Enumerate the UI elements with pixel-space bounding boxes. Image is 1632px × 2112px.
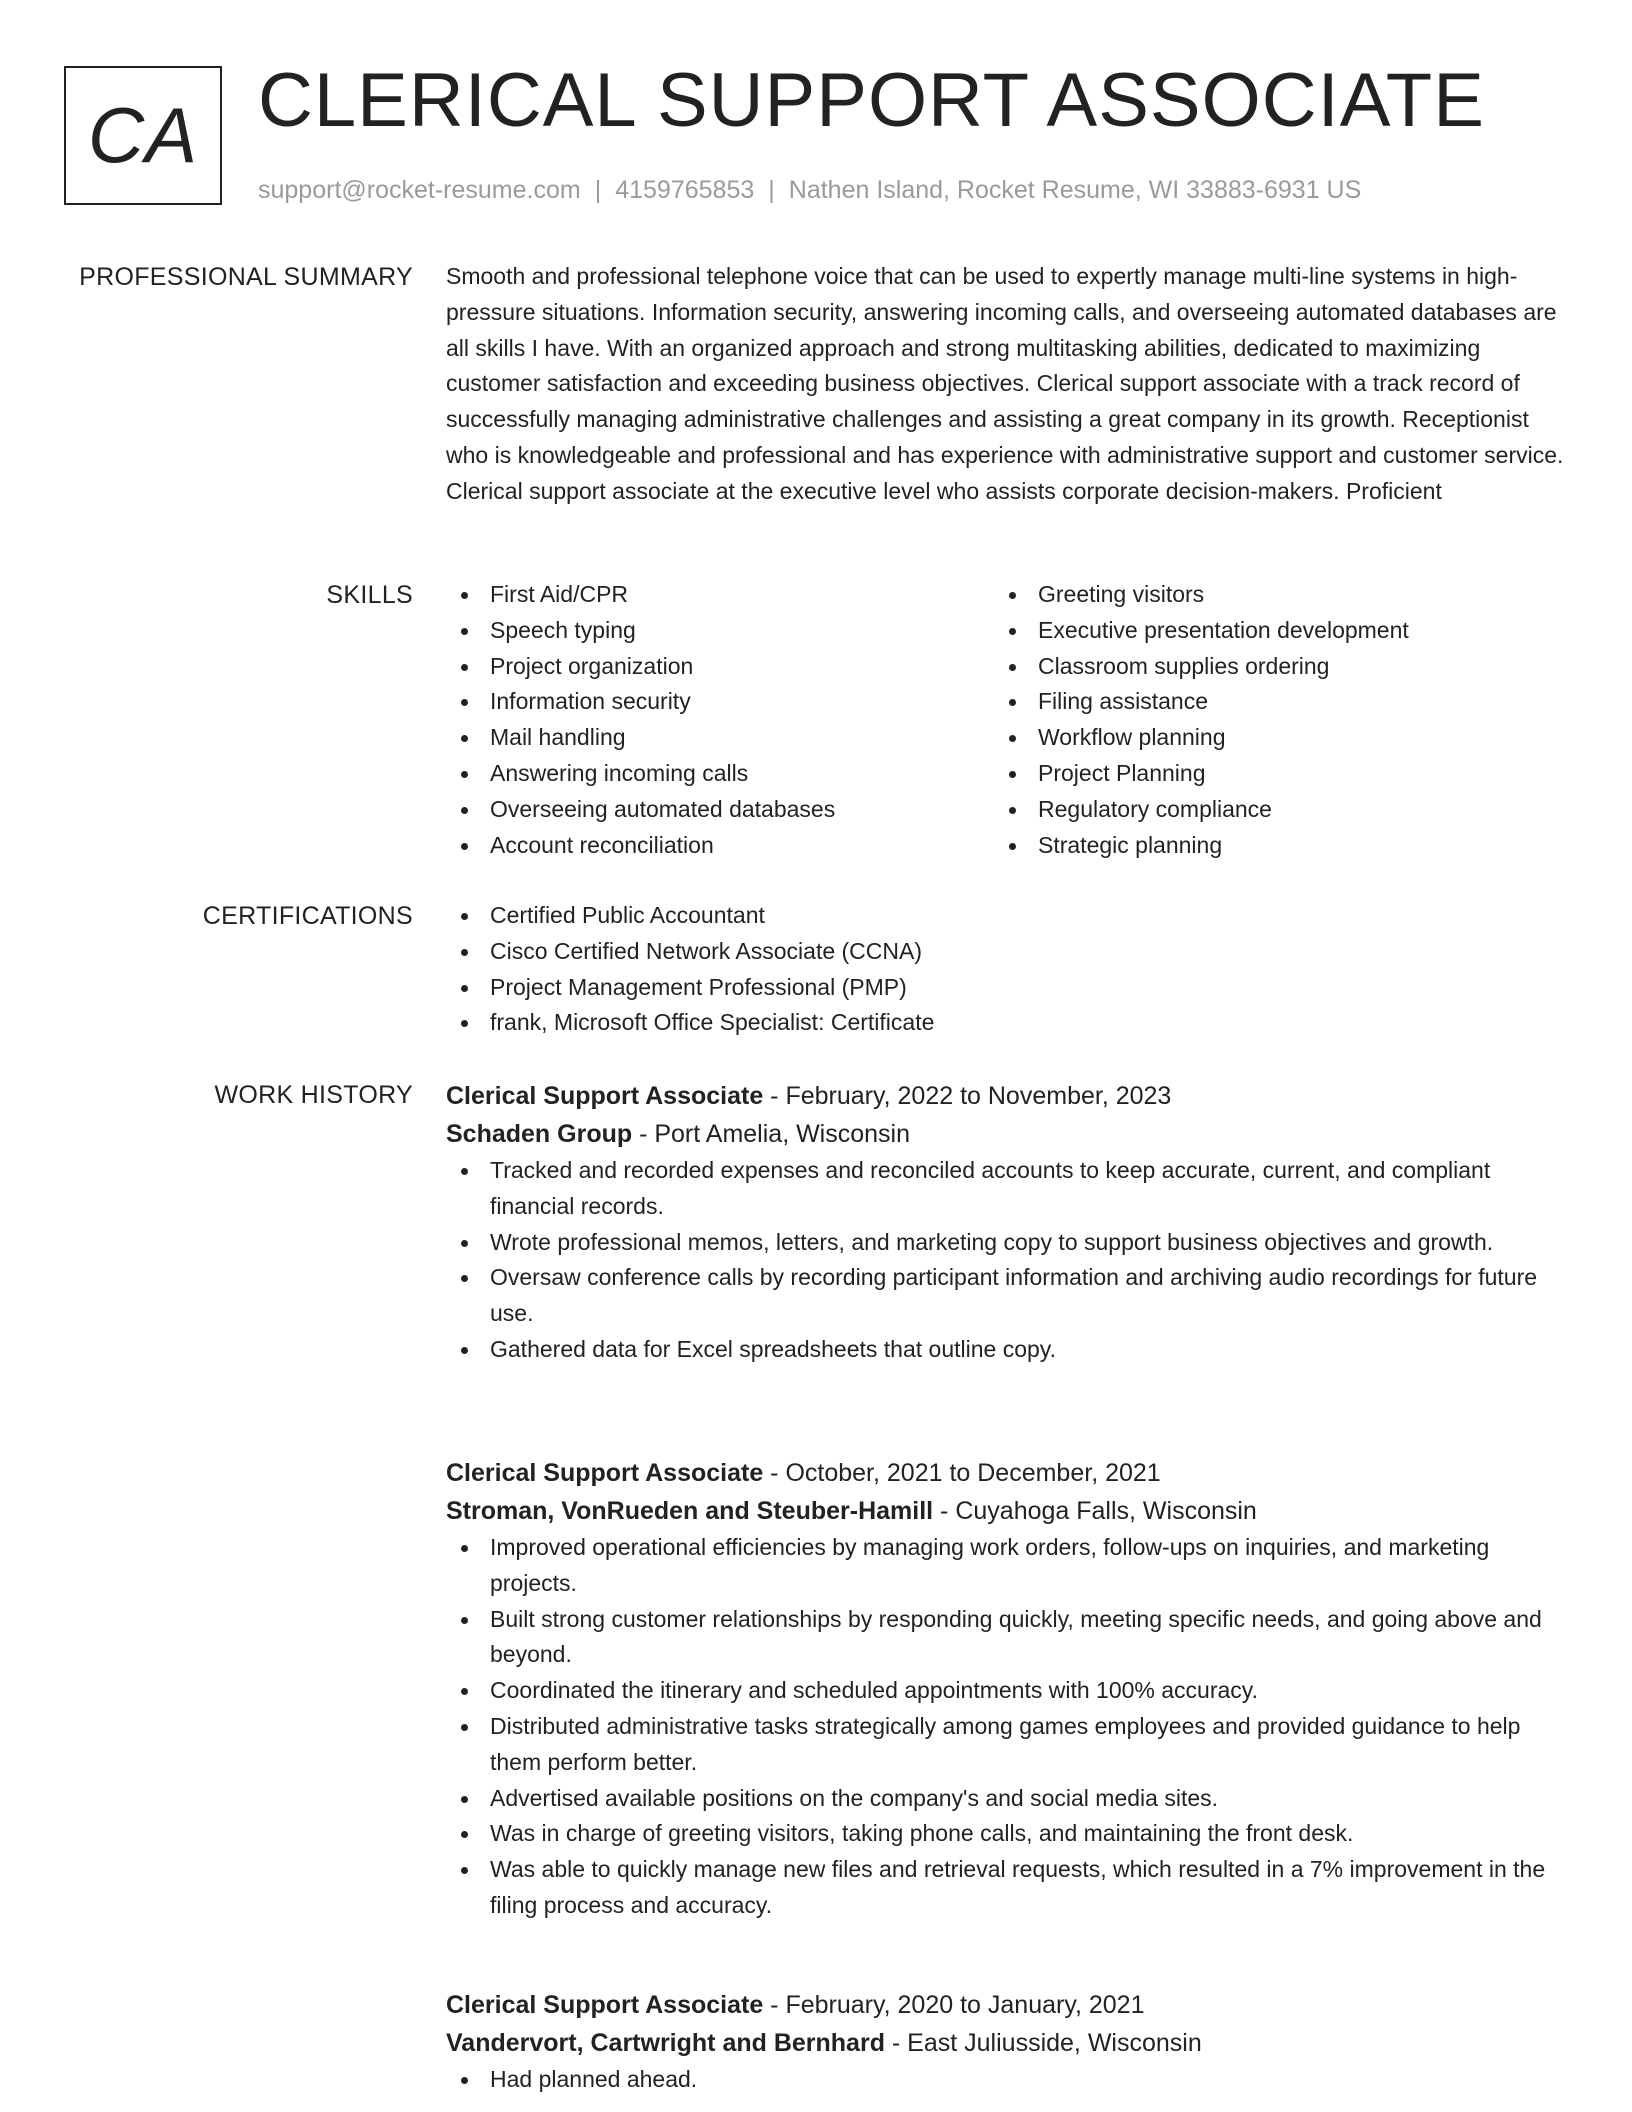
- contact-separator: |: [768, 176, 775, 204]
- skill-item: Regulatory compliance: [994, 792, 1542, 828]
- certification-item: Certified Public Accountant: [446, 898, 1566, 934]
- job-duty: Improved operational efficiencies by managing work orders, follow-ups on inquiries, and marketing projects.: [446, 1530, 1566, 1602]
- skill-item: Account reconciliation: [446, 828, 994, 864]
- job-duty: Was in charge of greeting visitors, taking phone calls, and maintaining the front desk.: [446, 1816, 1566, 1852]
- job-title-line: [446, 1454, 1566, 1492]
- section-heading: CERTIFICATIONS: [202, 902, 413, 930]
- skill-item: Executive presentation development: [994, 613, 1542, 649]
- job-company: Stroman, VonRueden and Steuber-Hamill: [446, 1497, 934, 1525]
- skill-item: Information security: [446, 684, 994, 720]
- contact-separator: |: [594, 176, 602, 204]
- section-heading: WORK HISTORY: [214, 1081, 413, 1109]
- job-duty: Coordinated the itinerary and scheduled appointments with 100% accuracy.: [446, 1673, 1566, 1709]
- job-dates: - February, 2022 to November, 2023: [763, 1082, 1172, 1110]
- job-company-line: [446, 1492, 1566, 1530]
- section-heading: PROFESSIONAL SUMMARY: [79, 263, 413, 291]
- job-title: Clerical Support Associate: [446, 1459, 764, 1487]
- job-duty: Gathered data for Excel spreadsheets that outline copy.: [446, 1332, 1566, 1368]
- resume-title: CLERICAL SUPPORT ASSOCIATE: [258, 58, 1485, 143]
- job-company-line: [446, 1115, 1566, 1153]
- job-dates: - February, 2020 to January, 2021: [763, 1991, 1145, 2019]
- skills-list-left: [446, 577, 994, 863]
- skill-item: Filing assistance: [994, 684, 1542, 720]
- skills-list-right: [994, 577, 1542, 863]
- job-duties-list: [446, 1153, 1566, 1368]
- section-heading: SKILLS: [326, 581, 413, 609]
- contact-address: Nathen Island, Rocket Resume, WI 33883-6931 US: [788, 176, 1362, 204]
- job-duty: Built strong customer relationships by responding quickly, meeting specific needs, and going above and beyond.: [446, 1602, 1566, 1674]
- skill-item: First Aid/CPR: [446, 577, 994, 613]
- job-location: - Port Amelia, Wisconsin: [632, 1120, 910, 1148]
- job-title: Clerical Support Associate: [446, 1082, 764, 1110]
- job-duty: Wrote professional memos, letters, and marketing copy to support business objectives and growth.: [446, 1225, 1566, 1261]
- job-title-line: [446, 1077, 1566, 1115]
- job-title-line: [446, 1986, 1566, 2024]
- job-company-line: [446, 2024, 1566, 2062]
- job-dates: - October, 2021 to December, 2021: [763, 1459, 1161, 1487]
- certification-item: Project Management Professional (PMP): [446, 970, 1566, 1006]
- summary-text: Smooth and professional telephone voice that can be used to expertly manage multi-line systems in high-pressure situations. Information security, answering incoming calls, and overseeing automated databases are all skills I have. With an organized approach and strong multitasking abilities, dedicated to maximizing customer satisfaction and exceeding business objectives. Clerical support associate with a track record of successfully managing administrative challenges and assisting a great company in its growth. Receptionist who is knowledgeable and professional and has experience with administrative support and customer service. Clerical support associate at the executive level who assists corporate decision-makers. Proficient: [446, 263, 1564, 504]
- job-location: - Cuyahoga Falls, Wisconsin: [933, 1497, 1257, 1525]
- contact-line: [258, 174, 1361, 206]
- job-title: Clerical Support Associate: [446, 1991, 764, 2019]
- job-entry: [446, 1986, 1566, 2098]
- job-duty: Was able to quickly manage new files and retrieval requests, which resulted in a 7% improvement in the filing process and accuracy.: [446, 1852, 1566, 1924]
- job-duty: Tracked and recorded expenses and reconciled accounts to keep accurate, current, and compliant financial records.: [446, 1153, 1566, 1225]
- job-location: - East Juliusside, Wisconsin: [884, 2029, 1202, 2057]
- skill-item: Project Planning: [994, 756, 1542, 792]
- job-duties-list: [446, 1530, 1566, 1924]
- skill-item: Classroom supplies ordering: [994, 649, 1542, 685]
- job-duty: Distributed administrative tasks strategically among games employees and provided guidance to help them perform better.: [446, 1709, 1566, 1781]
- initials-monogram: CA: [64, 66, 222, 205]
- skill-item: Mail handling: [446, 720, 994, 756]
- certification-item: frank, Microsoft Office Specialist: Certificate: [446, 1005, 1566, 1041]
- job-company: Vandervort, Cartwright and Bernhard: [446, 2029, 885, 2057]
- job-entry: [446, 1077, 1566, 1368]
- job-duty: Advertised available positions on the company's and social media sites.: [446, 1781, 1566, 1817]
- skill-item: Project organization: [446, 649, 994, 685]
- certification-item: Cisco Certified Network Associate (CCNA): [446, 934, 1566, 970]
- contact-phone[interactable]: 4159765853: [615, 176, 755, 204]
- skill-item: Overseeing automated databases: [446, 792, 994, 828]
- skill-item: Speech typing: [446, 613, 994, 649]
- job-duties-list: [446, 2062, 1566, 2098]
- skill-item: Answering incoming calls: [446, 756, 994, 792]
- skill-item: Strategic planning: [994, 828, 1542, 864]
- contact-email[interactable]: support@rocket-resume.com: [258, 176, 581, 204]
- job-duty: Had planned ahead.: [446, 2062, 1566, 2098]
- certifications-list: [446, 898, 1566, 1041]
- job-duty: Oversaw conference calls by recording participant information and archiving audio recordings for future use.: [446, 1260, 1566, 1332]
- job-entry: [446, 1454, 1566, 1924]
- skill-item: Workflow planning: [994, 720, 1542, 756]
- job-company: Schaden Group: [446, 1120, 633, 1148]
- skill-item: Greeting visitors: [994, 577, 1542, 613]
